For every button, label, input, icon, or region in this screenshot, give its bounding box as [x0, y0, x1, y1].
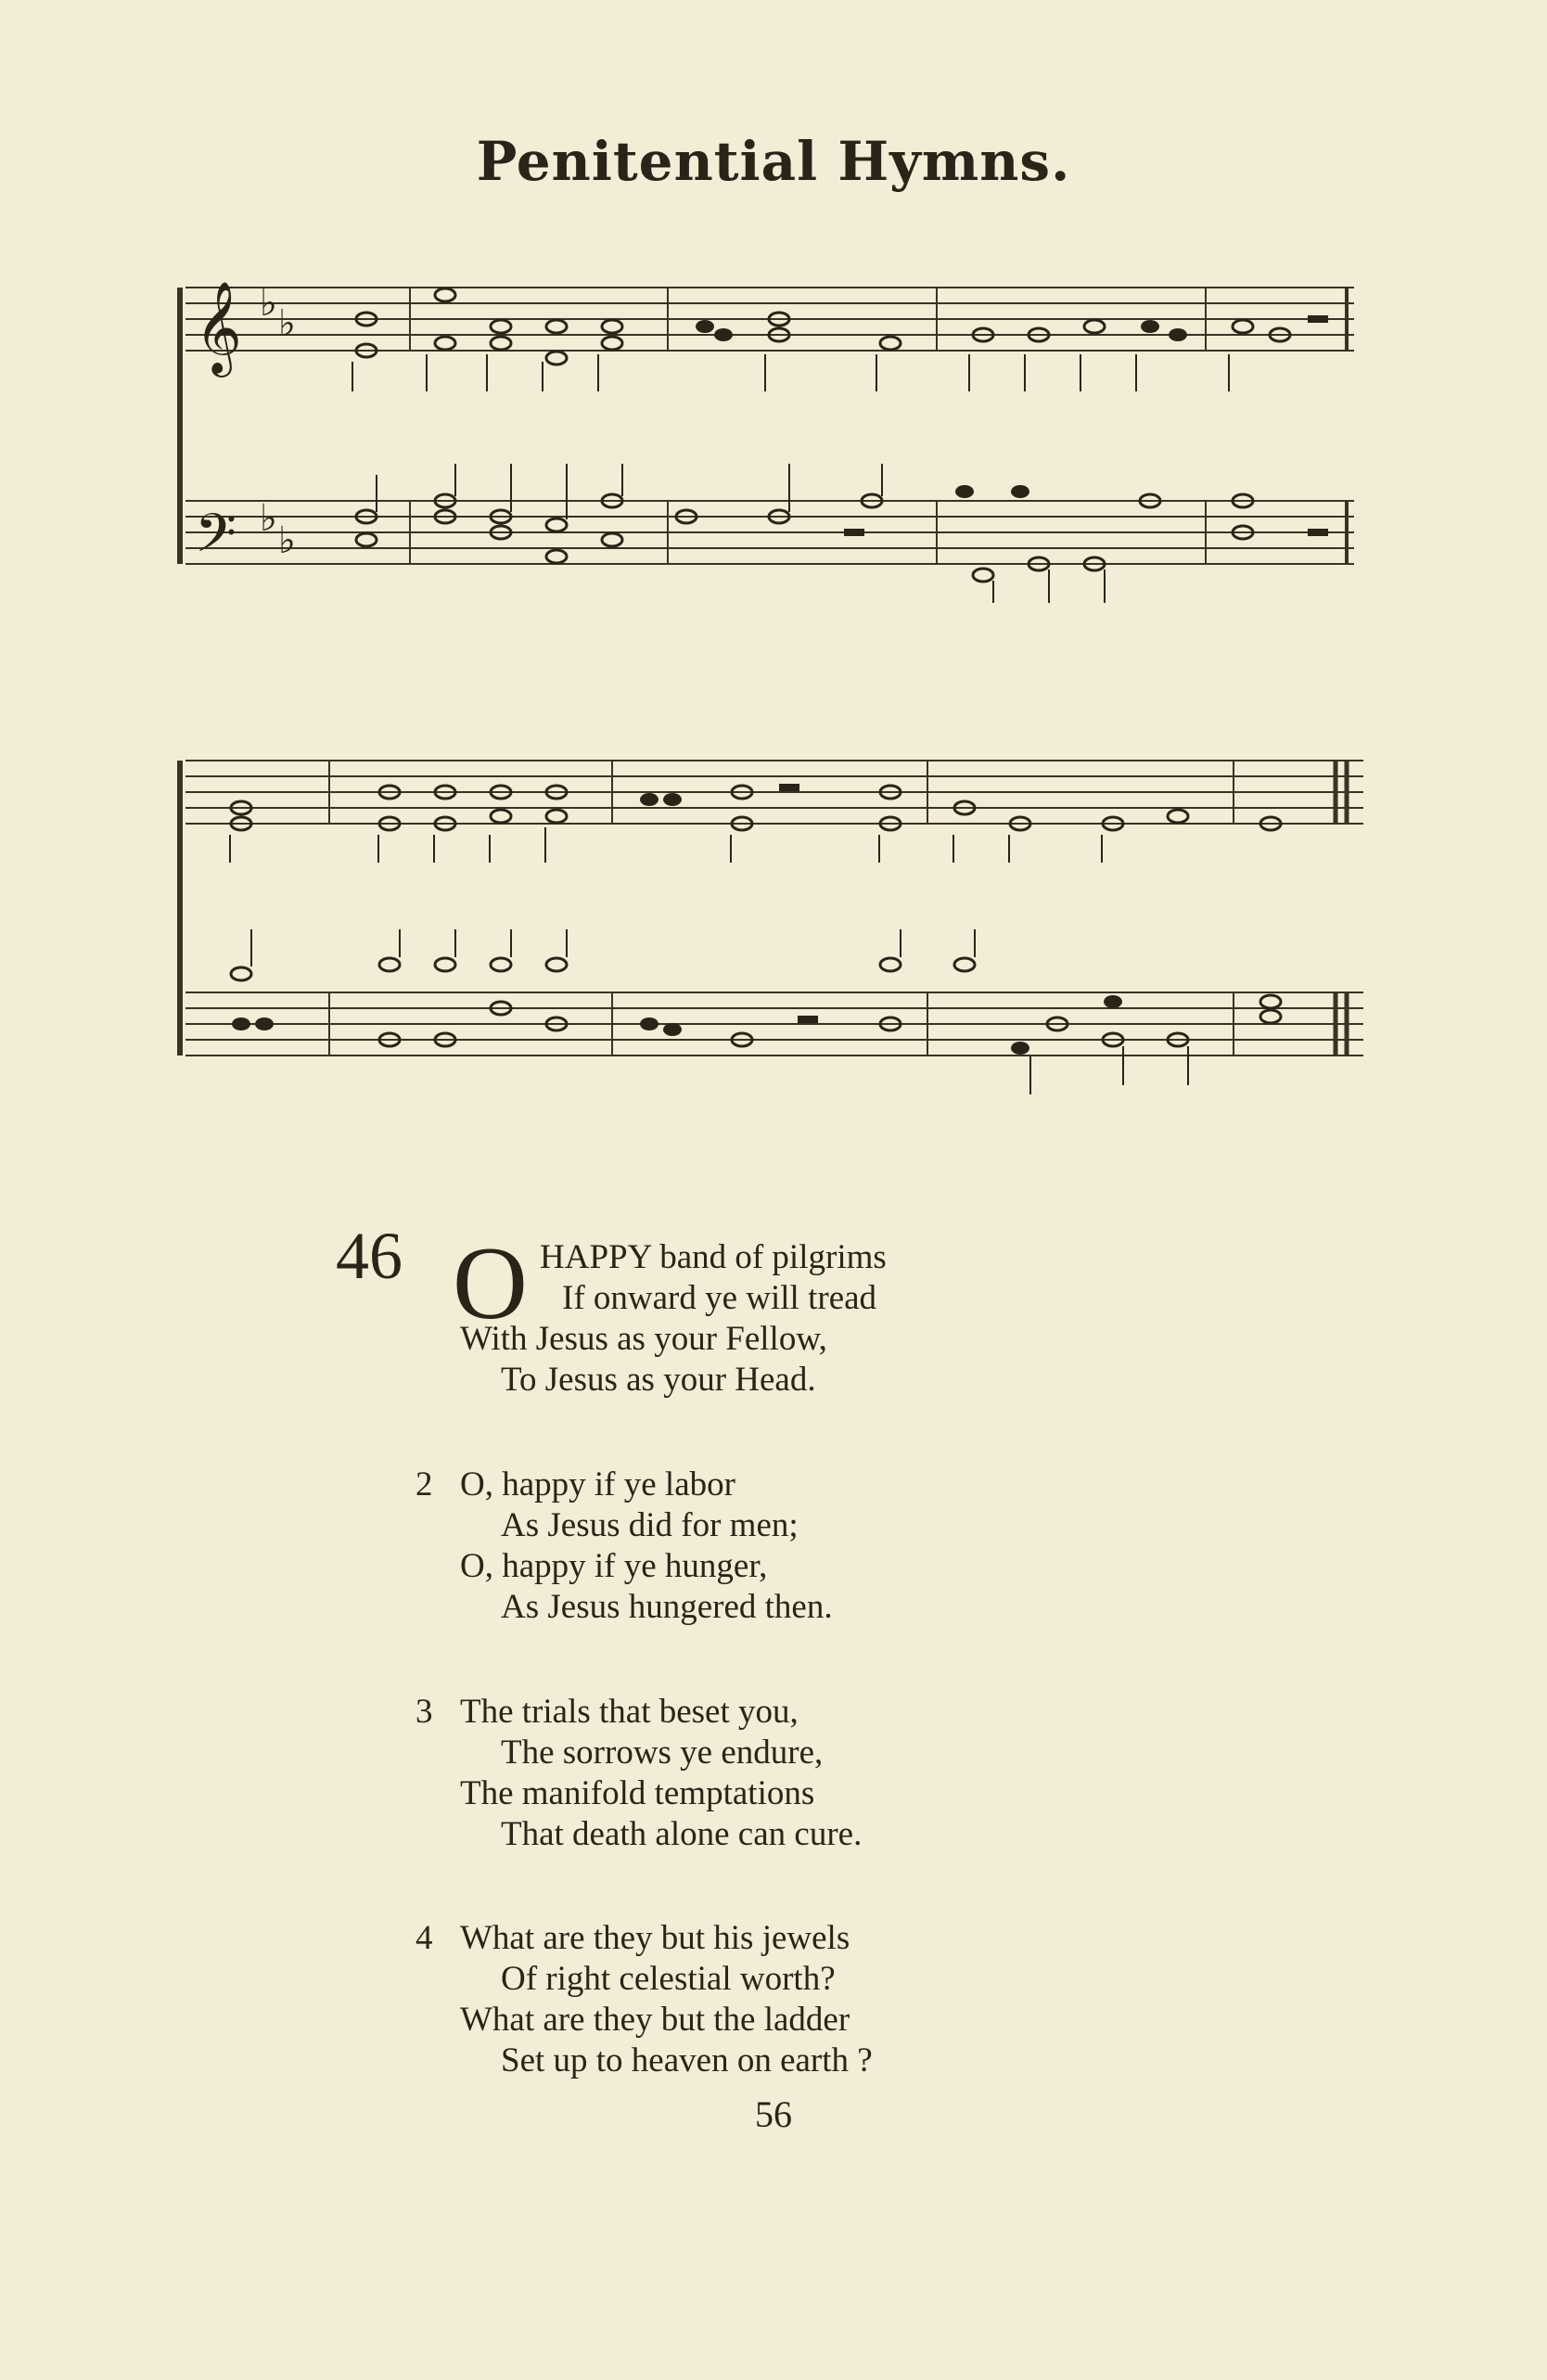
stanza-4 — [460, 1918, 873, 2081]
stanza-line: As Jesus hungered then. — [501, 1588, 833, 1626]
stanza-1 — [540, 1237, 887, 1319]
stanza-line: What are they but his jewels — [460, 1919, 850, 1957]
music-system-1 — [167, 269, 1373, 603]
svg-text:♭: ♭ — [260, 282, 277, 325]
stanza-1-cont — [460, 1319, 827, 1401]
stanza-3 — [460, 1692, 862, 1855]
stanza-line: Of right celestial worth? — [501, 1960, 836, 1998]
page-title: Penitential Hymns. — [476, 130, 1071, 193]
stanza-2 — [460, 1465, 833, 1628]
stanza-line: O, happy if ye labor — [460, 1465, 735, 1503]
dropcap-letter: O — [453, 1226, 528, 1341]
stanza-line: What are they but the ladder — [460, 2001, 850, 2039]
stanza-line: With Jesus as your Fellow, — [460, 1320, 827, 1358]
music-staves-1 — [167, 269, 1373, 603]
stanza-line: The manifold temptations — [460, 1774, 815, 1812]
svg-text:𝄢: 𝄢 — [195, 502, 237, 578]
stanza-number: 4 — [416, 1919, 433, 1957]
music-system-2 — [167, 723, 1373, 1132]
stanza-line: The sorrows ye endure, — [501, 1734, 824, 1772]
stanza-line: That death alone can cure. — [501, 1815, 863, 1853]
stanza-line: The trials that beset you, — [460, 1693, 799, 1731]
page-number: 56 — [755, 2093, 792, 2135]
stanza-line: O, happy if ye hunger, — [460, 1547, 768, 1585]
stanza-line: If onward ye will tread — [562, 1279, 877, 1317]
svg-text:♭: ♭ — [278, 302, 296, 345]
stanza-number: 2 — [416, 1465, 433, 1503]
stanza-line: Set up to heaven on earth ? — [501, 2041, 873, 2079]
stanza-line: As Jesus did for men; — [501, 1506, 799, 1544]
stanza-line: To Jesus as your Head. — [501, 1361, 816, 1399]
hymn-number: 46 — [336, 1219, 403, 1293]
stanza-line: HAPPY band of pilgrims — [540, 1238, 887, 1276]
music-staves-2 — [167, 723, 1373, 1132]
svg-text:♭: ♭ — [278, 519, 296, 562]
stanza-number: 3 — [416, 1693, 433, 1731]
svg-text:♭: ♭ — [260, 497, 277, 540]
svg-text:𝄞: 𝄞 — [195, 281, 242, 374]
